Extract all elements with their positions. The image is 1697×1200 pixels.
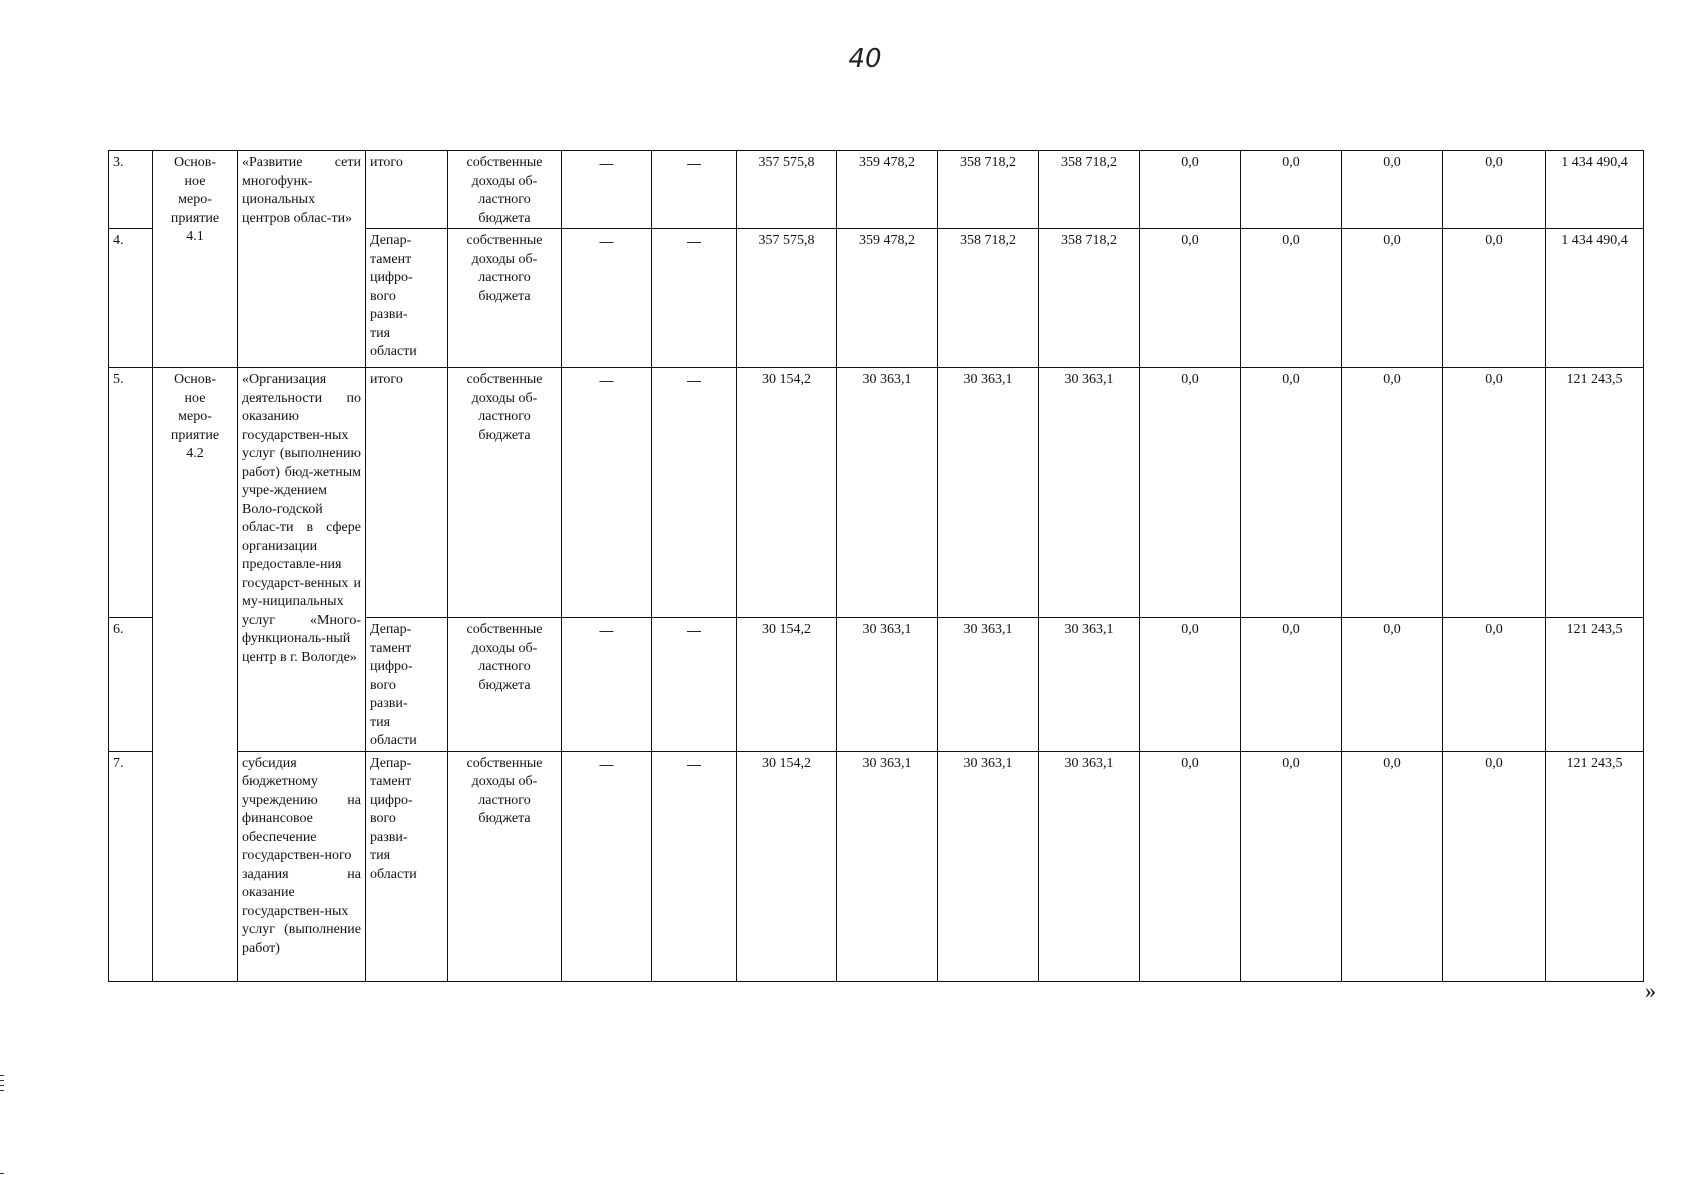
amount-cell: 30 363,1 xyxy=(837,751,938,981)
amount-cell: 0,0 xyxy=(1241,229,1342,368)
empty-value-cell: — xyxy=(652,618,737,752)
amount-cell: 0,0 xyxy=(1241,151,1342,229)
empty-value-cell: — xyxy=(562,151,652,229)
amount-cell: 358 718,2 xyxy=(938,151,1039,229)
amount-cell: 30 154,2 xyxy=(737,368,837,618)
amount-cell: 0,0 xyxy=(1241,618,1342,752)
executor-cell: итого xyxy=(366,151,448,229)
amount-cell: 30 363,1 xyxy=(938,368,1039,618)
amount-cell: 30 363,1 xyxy=(1039,751,1140,981)
amount-cell: 0,0 xyxy=(1342,751,1443,981)
amount-cell: 0,0 xyxy=(1443,618,1546,752)
budget-table xyxy=(108,150,1644,982)
amount-cell: 0,0 xyxy=(1342,368,1443,618)
funding-source-cell: собственные доходы об-ластного бюджета xyxy=(448,618,562,752)
funding-source-cell: собственные доходы об-ластного бюджета xyxy=(448,151,562,229)
funding-source-cell: собственные доходы об-ластного бюджета xyxy=(448,751,562,981)
amount-cell: 0,0 xyxy=(1140,229,1241,368)
margin-mark xyxy=(0,1080,4,1081)
amount-cell: 0,0 xyxy=(1140,368,1241,618)
amount-cell: 357 575,8 xyxy=(737,151,837,229)
empty-value-cell: — xyxy=(562,618,652,752)
total-cell: 1 434 490,4 xyxy=(1546,151,1644,229)
row-number: 4. xyxy=(109,229,153,368)
amount-cell: 357 575,8 xyxy=(737,229,837,368)
row-number: 3. xyxy=(109,151,153,229)
total-cell: 121 243,5 xyxy=(1546,751,1644,981)
total-cell: 121 243,5 xyxy=(1546,368,1644,618)
empty-value-cell: — xyxy=(562,229,652,368)
executor-cell: итого xyxy=(366,368,448,618)
funding-source-cell: собственные доходы об-ластного бюджета xyxy=(448,229,562,368)
amount-cell: 30 363,1 xyxy=(938,751,1039,981)
empty-value-cell: — xyxy=(562,368,652,618)
amount-cell: 359 478,2 xyxy=(837,151,938,229)
amount-cell: 0,0 xyxy=(1140,751,1241,981)
empty-value-cell: — xyxy=(652,751,737,981)
executor-cell: Депар- тамент цифро- вого разви- тия области xyxy=(366,229,448,368)
amount-cell: 30 363,1 xyxy=(1039,368,1140,618)
amount-cell: 0,0 xyxy=(1342,151,1443,229)
empty-value-cell: — xyxy=(562,751,652,981)
amount-cell: 30 363,1 xyxy=(837,618,938,752)
amount-cell: 0,0 xyxy=(1443,368,1546,618)
amount-cell: 30 363,1 xyxy=(938,618,1039,752)
amount-cell: 0,0 xyxy=(1342,229,1443,368)
amount-cell: 0,0 xyxy=(1443,151,1546,229)
funding-source-cell: собственные доходы об-ластного бюджета xyxy=(448,368,562,618)
amount-cell: 0,0 xyxy=(1342,618,1443,752)
amount-cell: 30 154,2 xyxy=(737,618,837,752)
amount-cell: 358 718,2 xyxy=(938,229,1039,368)
amount-cell: 0,0 xyxy=(1241,368,1342,618)
total-cell: 1 434 490,4 xyxy=(1546,229,1644,368)
table-row xyxy=(109,368,1644,618)
executor-cell: Депар- тамент цифро- вого разви- тия области xyxy=(366,618,448,752)
amount-cell: 30 154,2 xyxy=(737,751,837,981)
amount-cell: 30 363,1 xyxy=(1039,618,1140,752)
amount-cell: 0,0 xyxy=(1443,229,1546,368)
margin-mark xyxy=(0,1075,4,1076)
activity-cell: Основ- ное меро- приятие 4.1 xyxy=(153,151,238,368)
activity-cell: Основ- ное меро- приятие 4.2 xyxy=(153,368,238,982)
closing-quote-mark: » xyxy=(1645,978,1656,1003)
amount-cell: 0,0 xyxy=(1443,751,1546,981)
description-cell: «Организация деятельности по оказанию государствен-ных услуг (выполнению работ) бюд-жетным учре-ждением Воло-годской облас-ти в сфере организации предоставле-ния государст-венных и му-ниципальных услуг «Много-функциональ-ный центр в г. Вологде» xyxy=(238,368,366,752)
total-cell: 121 243,5 xyxy=(1546,618,1644,752)
description-cell: «Развитие сети многофунк-циональных центров облас-ти» xyxy=(238,151,366,368)
amount-cell: 0,0 xyxy=(1140,151,1241,229)
executor-cell: Депар- тамент цифро- вого разви- тия области xyxy=(366,751,448,981)
amount-cell: 30 363,1 xyxy=(837,368,938,618)
row-number: 5. xyxy=(109,368,153,618)
table-row xyxy=(109,151,1644,229)
row-number: 6. xyxy=(109,618,153,752)
empty-value-cell: — xyxy=(652,151,737,229)
row-number: 7. xyxy=(109,751,153,981)
margin-mark xyxy=(0,1173,4,1174)
amount-cell: 359 478,2 xyxy=(837,229,938,368)
amount-cell: 358 718,2 xyxy=(1039,151,1140,229)
empty-value-cell: — xyxy=(652,368,737,618)
empty-value-cell: — xyxy=(652,229,737,368)
amount-cell: 0,0 xyxy=(1140,618,1241,752)
amount-cell: 358 718,2 xyxy=(1039,229,1140,368)
description-cell: субсидия бюджетному учреждению на финансовое обеспечение государствен-ного задания на оказание государствен-ных услуг (выполнение работ) xyxy=(238,751,366,981)
page-number: 40 xyxy=(848,44,882,74)
amount-cell: 0,0 xyxy=(1241,751,1342,981)
table-row xyxy=(109,751,1644,981)
margin-mark xyxy=(0,1085,4,1086)
margin-mark xyxy=(0,1090,4,1091)
